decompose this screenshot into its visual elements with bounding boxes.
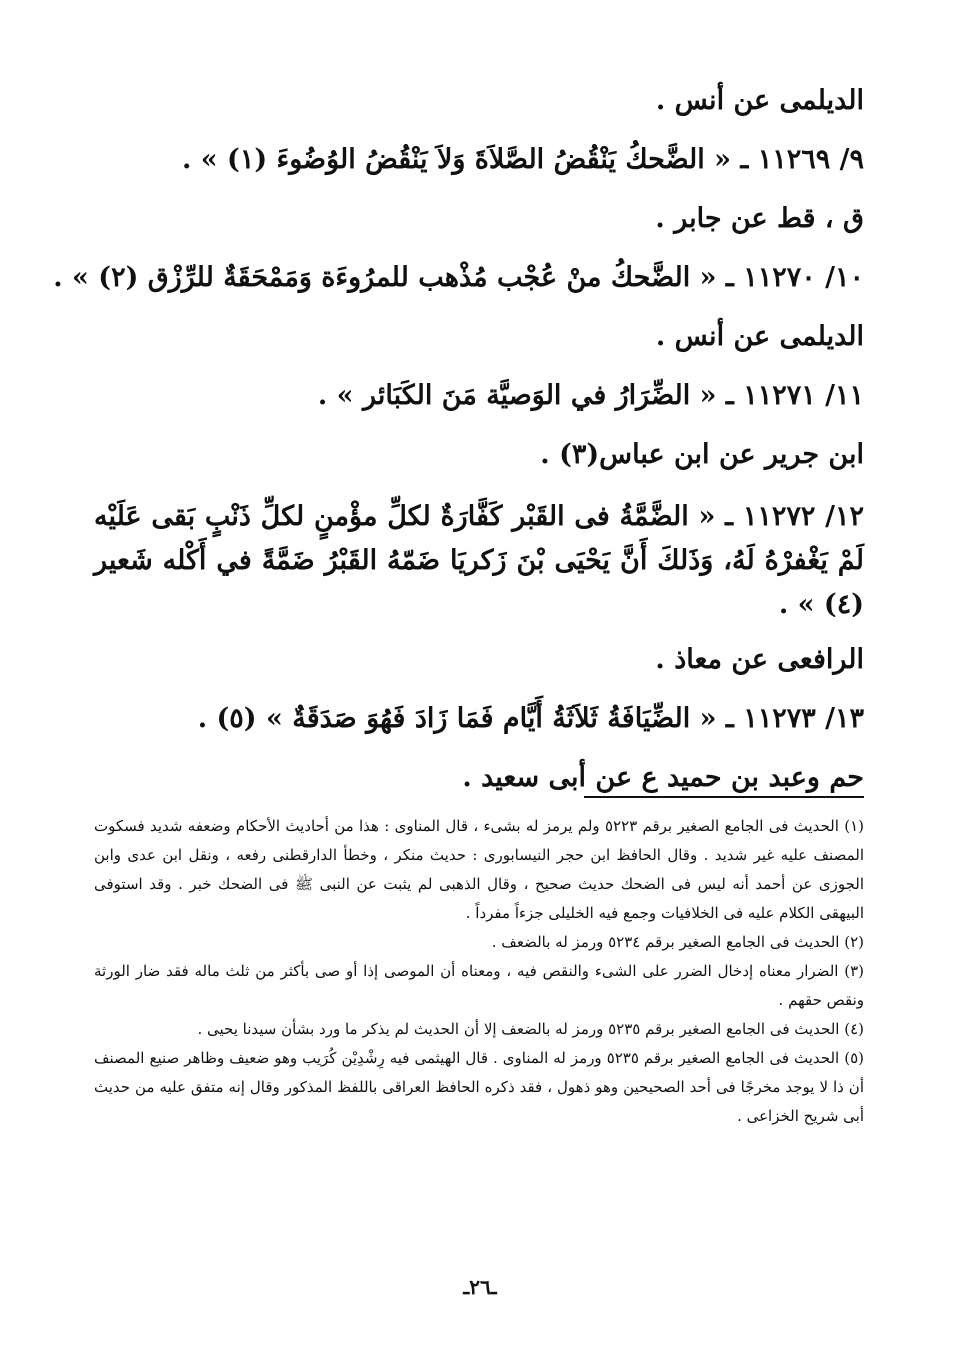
footnote-divider [584,796,864,798]
source-line: الديلمى عن أنس . [655,321,864,352]
main-text [53,82,864,818]
footnote-4: (٤) الحديث فى الجامع الصغير برقم ٥٢٣٥ ورمز له بالضعف إلا أن الحديث لم يذكر ما ورد بشأن سيدنا يحيى . [197,1020,864,1038]
source-line: الديلمى عن أنس . [655,85,864,116]
footnote-3: (٣) الضرار معناه إدخال الضرر على الشىء والنقص فيه ، ومعناه أن الموصى إذا أو صى بأكثر من ثلث ماله فقد ضار الورثة ونقص حقهم . [94,962,864,1009]
hadith-line: ١١/ ١١٢٧١ ـ « الضِّرَارُ في الوَصيَّة مَنَ الكَبَائر » . [317,380,864,411]
footnote-5: (٥) الحديث فى الجامع الصغير برقم ٥٢٣٥ ورمز له المناوى . قال الهيثمى فيه رِشْدِيْن كُرَيب وهو ضعيف وظاهر صنيع المصنف أن ذا لا يوجد مخرجًا فى أحد الصحيحين وهو ذهول ، فقد ذكره الحافظ العراقى باللفظ المذكور وقال إنه متفق عليه من حديث أبى شريح الخزاعى . [94,1049,864,1125]
source-line: الرافعى عن معاذ . [655,644,864,675]
source-line: حم وعبد بن حميد ع عن أبى سعيد . [462,762,864,793]
footnote-2: (٢) الحديث فى الجامع الصغير برقم ٥٢٣٤ ورمز له بالضعف . [491,933,864,951]
footnotes [94,812,864,1131]
footnote-1: (١) الحديث فى الجامع الصغير برقم ٥٢٢٣ ولم يرمز له بشىء ، قال المناوى : هذا من أحاديث الأحكام وضعفه شديد فسكوت المصنف عليه غير شديد . وقال الحافظ ابن حجر النيسابورى : حديث منكر ، وخطأ الدارقطنى رفعه ، ونقل ابن عدى وابن الجوزى عن أحمد أنه ليس فى الضحك حديث صحيح ، وقال الذهبى لم يثبت عن النبى ﷺ فى الضحك خبر . وقد استوفى البيهقى الكلام عليه فى الخلافيات وجمع فيه الخليلى جزءاً مفرداً . [94,817,864,922]
page-number: ـ٢٦ـ [463,1275,497,1299]
hadith-line: ١٠/ ١١٢٧٠ ـ « الضَّحكُ منْ عُجْب مُذْهب للمرُوءَة وَمَمْحَقَةٌ للرِّزْق (٢) » . [53,262,864,293]
hadith-line: ١٣/ ١١٢٧٣ ـ « الضِّيَافَةُ ثَلاَثَةُ أَيَّام فَمَا زَادَ فَهُوَ صَدَقَةٌ » (٥) . [197,703,864,734]
source-line: ابن جرير عن ابن عباس(٣) . [540,439,864,470]
hadith-line: ١٢/ ١١٢٧٢ ـ « الضَّمَّةُ فى القَبْر كَفَّارَةٌ لكلِّ مؤْمنٍ لكلِّ ذَنْبٍ بَقى عَلَيْه لَمْ يَغْفرْهُ لَهُ، وَذَلكَ أَنَّ يَحْيَى بْنَ زَكريَا ضَمّهُ القَبْرُ ضَمَّةً في أَكْله شَعير (٤) » . [94,501,864,620]
source-line: ق ، قط عن جابر . [655,203,864,234]
hadith-line: ٩/ ١١٢٦٩ ـ « الضَّحكُ يَنْقُضُ الصَّلاَةَ وَلاَ يَنْقُضُ الوُضُوءَ (١) » . [181,144,864,175]
